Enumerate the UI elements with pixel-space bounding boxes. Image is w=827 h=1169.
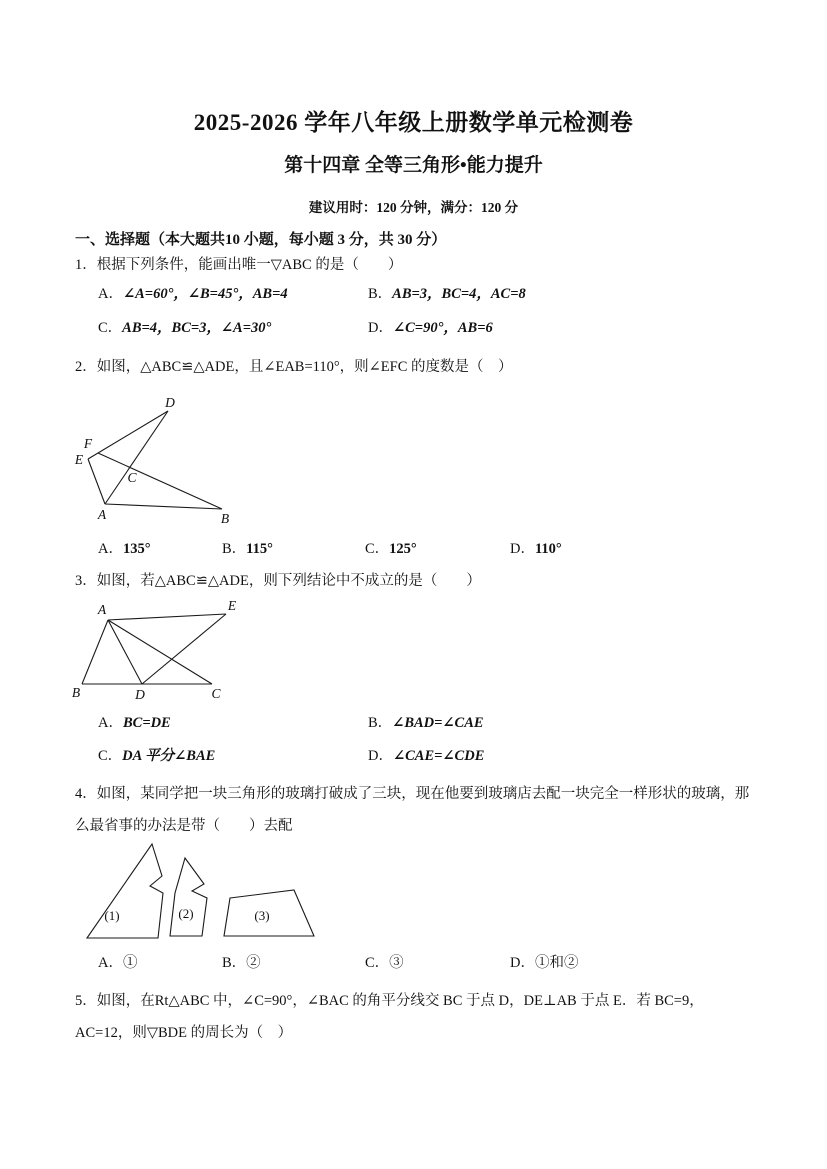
- vertex-label-c: C: [211, 686, 221, 701]
- option-letter: D．: [510, 541, 535, 557]
- vertex-label-b: B: [71, 685, 81, 700]
- q4-option-d: [510, 955, 578, 972]
- option-letter: A．: [98, 715, 123, 731]
- option-text: ③: [389, 955, 404, 971]
- option-letter: D．: [368, 320, 393, 336]
- vertex-label-f: F: [83, 436, 93, 451]
- q2-option-a: [98, 541, 151, 558]
- piece-label-2: (2): [178, 906, 194, 921]
- option-text: AB=4，BC=3，∠A=30°: [122, 320, 272, 336]
- q2-option-b: [222, 541, 273, 558]
- option-text: 135°: [122, 541, 151, 557]
- q3-figure: [70, 598, 260, 703]
- glass-piece-2: [170, 858, 207, 936]
- q2-option-d: [510, 541, 562, 558]
- option-letter: D．: [368, 748, 393, 764]
- q1-stem: 1．根据下列条件，能画出唯一▽ABC 的是（ ）: [75, 257, 403, 273]
- q4-option-b: [222, 955, 261, 972]
- option-letter: D．: [510, 955, 535, 971]
- vertex-label-d: D: [165, 396, 175, 410]
- option-text: ∠C=90°，AB=6: [392, 320, 493, 336]
- segment-E-A: [88, 459, 105, 504]
- q1-option-b: [368, 286, 526, 303]
- option-text: AB=3，BC=4，AC=8: [392, 286, 526, 302]
- q3-option-a: [98, 715, 171, 732]
- q2-stem: 2．如图，△ABC≌△ADE，且∠EAB=110°，则∠EFC 的度数是（ ）: [75, 359, 513, 375]
- option-text: 125°: [389, 541, 417, 557]
- q1-option-c: [98, 320, 271, 337]
- option-text: ∠A=60°，∠B=45°，AB=4: [122, 286, 288, 302]
- segment-A-D: [105, 411, 168, 504]
- option-letter: C．: [98, 320, 123, 336]
- option-text: ∠BAD=∠CAE: [392, 715, 484, 731]
- option-letter: B．: [222, 541, 247, 557]
- vertex-label-b: B: [220, 511, 230, 526]
- option-letter: C．: [365, 541, 390, 557]
- segment-B-F: [98, 453, 222, 509]
- option-letter: A．: [98, 541, 123, 557]
- time-score-info: 建议用时：120 分钟，满分：120 分: [308, 200, 519, 215]
- option-text: ②: [246, 955, 261, 971]
- q3-option-b: [368, 715, 484, 732]
- option-letter: B．: [368, 715, 393, 731]
- q3-option-c: [98, 748, 215, 765]
- vertex-label-e: E: [74, 452, 84, 467]
- option-letter: C．: [365, 955, 390, 971]
- chapter-subtitle: 第十四章 全等三角形•能力提升: [284, 155, 543, 176]
- q4-option-a: [98, 955, 137, 972]
- segment-A-B: [105, 504, 222, 509]
- option-text: 115°: [246, 541, 273, 557]
- option-letter: A．: [98, 286, 123, 302]
- option-letter: A．: [98, 955, 123, 971]
- q3-option-d: [368, 748, 484, 765]
- option-letter: B．: [222, 955, 247, 971]
- vertex-label-e: E: [227, 598, 237, 613]
- option-text: BC=DE: [122, 715, 171, 731]
- vertex-label-a: A: [97, 507, 107, 522]
- option-text: ①: [122, 955, 138, 971]
- q1-option-a: [98, 286, 288, 303]
- vertex-label-a: A: [97, 602, 107, 617]
- segment-D-E: [88, 411, 168, 459]
- paper-title: 2025-2026 学年八年级上册数学单元检测卷: [193, 110, 634, 135]
- vertex-label-c: C: [127, 470, 137, 485]
- segment-A-C: [108, 620, 212, 684]
- segment-A-D: [108, 620, 142, 684]
- q3-stem: 3．如图，若△ABC≌△ADE，则下列结论中不成立的是（ ）: [75, 573, 481, 589]
- q4-stem: 4．如图，某同学把一块三角形的玻璃打破成了三块，现在他要到玻璃店去配一块完全一样形状的玻璃，那么最省事的办法是带（ ）去配: [75, 786, 750, 834]
- section-1-heading: 一、选择题（本大题共10 小题，每小题 3 分，共 30 分）: [75, 232, 447, 248]
- segment-A-B: [82, 620, 108, 684]
- q5-stem: 5．如图，在Rt△ABC 中，∠C=90°，∠BAC 的角平分线交 BC 于点 D，DE⊥AB 于点 E．若 BC=9，AC=12，则▽BDE 的周长为（ ）: [75, 993, 704, 1041]
- q2-option-c: [365, 541, 417, 558]
- piece-label-1: (1): [104, 908, 120, 923]
- q1-option-d: [368, 320, 493, 337]
- vertex-label-d: D: [135, 687, 145, 702]
- piece-label-3: (3): [254, 908, 270, 923]
- q2-figure: [72, 396, 262, 531]
- option-text: DA 平分∠BAE: [122, 748, 216, 764]
- q4-option-c: [365, 955, 404, 972]
- option-text: 110°: [534, 541, 562, 557]
- q4-figure: [82, 838, 327, 950]
- option-letter: B．: [368, 286, 393, 302]
- segment-A-E: [108, 614, 226, 620]
- option-letter: C．: [98, 748, 123, 764]
- option-text: ∠CAE=∠CDE: [392, 748, 485, 764]
- glass-piece-1: [87, 844, 163, 938]
- option-text: ①和②: [534, 955, 579, 971]
